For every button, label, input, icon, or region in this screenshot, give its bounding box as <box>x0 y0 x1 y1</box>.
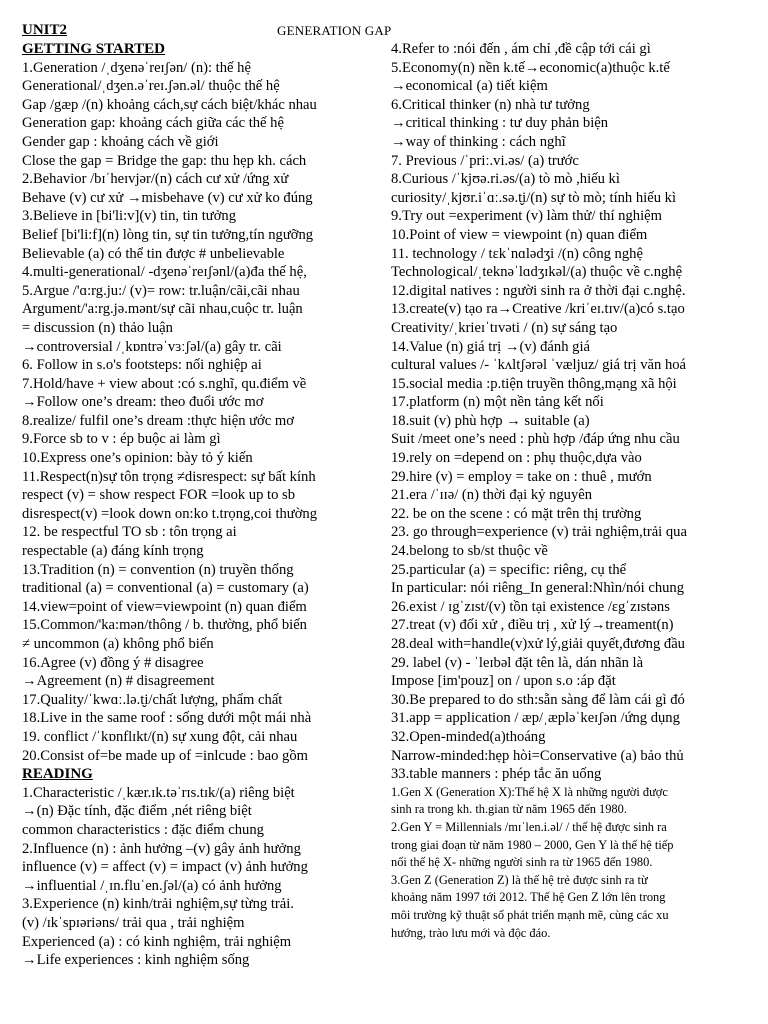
vocab-line: →economical (a) tiết kiệm <box>391 78 548 95</box>
vocab-line: 1.Generation /ˌdʒenəˈreɪʃən/ (n): thế hệ <box>22 59 251 76</box>
vocab-line: 14.Value (n) giá trị →(v) đánh giá <box>391 338 590 355</box>
vocab-line: trong giai đoạn từ năm 1980 – 2000, Gen Y là thế hệ tiếp <box>391 837 674 852</box>
vocab-line: 5.Argue /'ɑ:rg.ju:/ (v)= row: tr.luận/cãi,cãi nhau <box>22 282 300 299</box>
vocab-line: 8.realize/ fulfil one’s dream :thực hiện ước mơ <box>22 412 294 429</box>
page-title: GENERATION GAP <box>277 23 392 38</box>
vocab-line: 32.Open-minded(a)thoáng <box>391 728 546 745</box>
vocab-line: 33.table manners : phép tắc ăn uống <box>391 766 602 783</box>
vocab-line: 12. be respectful TO sb : tôn trọng ai <box>22 524 237 541</box>
vocab-line: nối thế hệ X- những người sinh ra từ 1965 đến 1980. <box>391 855 653 870</box>
vocab-line: 18.suit (v) phù hợp → suitable (a) <box>391 412 590 429</box>
vocab-line: →critical thinking : tư duy phản biện <box>391 115 609 132</box>
vocab-line: 11. technology / tɛkˈnɑlədʒi /(n) công nghệ <box>391 245 643 262</box>
vocab-line: 17.Quality/ˈkwɑː.lə.t̬i/chất lượng, phẩm chất <box>22 691 283 708</box>
vocab-line: 17.platform (n) một nền tảng kết nối <box>391 394 604 411</box>
vocab-line: 20.Consist of=be made up of =inlcude : bao gồm <box>22 747 308 764</box>
vocab-line: 1.Gen X (Generation X):Thế hệ X là những người được <box>391 784 668 799</box>
vocab-line: common characteristics : đặc điểm chung <box>22 821 264 838</box>
vocab-line: 25.particular (a) = specific: riêng, cụ thể <box>391 561 627 578</box>
vocab-line: 2.Gen Y = Millennials /mɪˈlen.i.əl/ / thế hệ được sinh ra <box>391 819 667 834</box>
vocab-line: = discussion (n) thảo luận <box>22 319 173 336</box>
vocab-line: 19. conflict /ˈkɒnflɪkt/(n) sự xung đột, cải nhau <box>22 728 298 745</box>
vocab-line: →Follow one’s dream: theo đuổi ước mơ <box>22 394 264 411</box>
vocab-line: curiosity/ˌkjʊr.iˈɑː.sə.t̬i/(n) sự tò mò; tính hiếu kì <box>391 189 676 206</box>
vocab-line: respectable (a) đáng kính trọng <box>22 543 204 560</box>
vocab-line: influence (v) = affect (v) = impact (v) ảnh hưởng <box>22 859 308 876</box>
vocab-line: khoảng năm 1997 tới 2012. Thế hệ Gen Z lớn lên trong <box>391 890 666 905</box>
vocab-line: 4.multi-generational/ -dʒenəˈreɪʃənl/(a)đa thế hệ, <box>22 264 307 281</box>
vocab-line: 15.Common/'ka:mən/thông / b. thường, phổ biến <box>22 617 307 634</box>
vocab-line: →controversial /ˌkɒntrəˈvɜːʃəl/(a) gây tr. cãi <box>22 338 282 355</box>
vocab-line: 29. label (v) - ˈleɪbəl đặt tên là, dán nhãn là <box>391 654 644 671</box>
vocab-line: →(n) Đặc tính, đặc điểm ,nét riêng biệt <box>22 803 252 820</box>
vocab-line: 6. Follow in s.o's footsteps: nối nghiệp ai <box>22 357 262 374</box>
vocab-line: Gap /gæp /(n) khoảng cách,sự cách biệt/khác nhau <box>22 96 317 113</box>
section-heading: READING <box>22 766 93 783</box>
vocab-line: Argument/'a:rg.jə.mənt/sự cãi nhau,cuộc tr. luận <box>22 301 303 318</box>
right-column <box>391 40 756 942</box>
vocab-line: hướng, trào lưu mới và độc đáo. <box>391 925 551 940</box>
vocab-line: 6.Critical thinker (n) nhà tư tưởng <box>391 96 590 113</box>
vocab-line: 21.era /ˈɪɪə/ (n) thời đại kỷ nguyên <box>391 487 593 504</box>
vocab-line: 8.Curious /ˈkjʊə.ri.əs/(a) tò mò ,hiếu kì <box>391 171 620 188</box>
vocab-line: →Agreement (n) # disagreement <box>22 673 215 690</box>
vocab-line: 1.Characteristic /ˌkær.ɪk.təˈrɪs.tɪk/(a) riêng biệt <box>22 784 295 801</box>
vocab-line: Belief [bi'li:f](n) lòng tin, sự tin tưởng,tín ngưỡng <box>22 226 314 243</box>
vocab-line: Generational/ˌdʒen.əˈreɪ.ʃən.əl/ thuộc thế hệ <box>22 78 280 95</box>
vocab-line: 29.hire (v) = employ = take on : thuê , mướn <box>391 468 652 485</box>
vocab-line: 28.deal with=handle(v)xử lý,giải quyết,đương đầu <box>391 636 685 652</box>
vocab-line: Narrow-minded:hẹp hòi=Conservative (a) bảo thủ <box>391 747 684 764</box>
vocab-line: Generation gap: khoảng cách giữa các thế hệ <box>22 115 284 132</box>
vocab-line: 9.Force sb to v : ép buộc ai làm gì <box>22 431 221 448</box>
vocab-line: 15.social media :p.tiện truyền thông,mạng xã hội <box>391 375 677 392</box>
vocab-line: 13.create(v) tạo ra→Creative /kriˈeɪ.tɪv/(a)có s.tạo <box>391 301 685 318</box>
vocab-line: Creativity/ˌkrieɪˈtɪvəti / (n) sự sáng tạo <box>391 319 618 336</box>
page-header <box>22 21 752 41</box>
vocab-line: 9.Try out =experiment (v) làm thử/ thí nghiệm <box>391 208 662 225</box>
section-heading: GETTING STARTED <box>22 41 165 57</box>
vocab-line: 2.Behavior /bɪˈheɪvjər/(n) cách cư xử /ứng xử <box>22 171 289 188</box>
vocab-line: sinh ra trong kh. th.gian từ năm 1965 đến 1980. <box>391 802 627 817</box>
vocab-line: 11.Respect(n)sự tôn trọng ≠disrespect: sự bất kính <box>22 468 316 485</box>
vocab-line: 5.Economy(n) nền k.tế→economic(a)thuộc k.tế <box>391 59 670 76</box>
vocab-line: 31.app = application / æp/ˌæpləˈkeɪʃən /ứng dụng <box>391 710 680 727</box>
vocab-line: Behave (v) cư xử →misbehave (v) cư xử ko đúng <box>22 189 313 206</box>
vocab-line: 23. go through=experience (v) trải nghiệm,trải qua <box>391 524 687 541</box>
vocab-line: 10.Point of view = viewpoint (n) quan điểm <box>391 226 648 243</box>
vocab-line: 10.Express one’s opinion: bày tỏ ý kiến <box>22 450 253 467</box>
vocab-line: Gender gap : khoảng cách về giới <box>22 133 219 150</box>
vocab-line: 3.Believe in [bi'li:v](v) tin, tin tưởng <box>22 208 237 225</box>
vocab-line: môi trường kỹ thuật số phát triển mạnh mẽ, cùng các xu <box>391 907 669 922</box>
vocab-line: Close the gap = Bridge the gap: thu hẹp kh. cách <box>22 152 307 169</box>
vocab-line: 27.treat (v) đối xử , điều trị , xử lý→treament(n) <box>391 617 674 634</box>
vocab-line: (v) /ɪkˈspɪəriəns/ trải qua , trải nghiệm <box>22 914 245 931</box>
vocab-line: 13.Tradition (n) = convention (n) truyền thống <box>22 561 294 578</box>
vocab-line: 7. Previous /ˈpriː.vi.əs/ (a) trước <box>391 152 579 169</box>
vocab-line: 2.Influence (n) : ảnh hưởng –(v) gây ảnh hưởng <box>22 840 301 857</box>
vocab-line: 30.Be prepared to do sth:sẵn sàng để làm cái gì đó <box>391 691 685 708</box>
vocab-line: respect (v) = show respect FOR =look up to sb <box>22 487 296 504</box>
vocab-line: 14.view=point of view=viewpoint (n) quan điểm <box>22 598 307 615</box>
vocab-line: 24.belong to sb/st thuộc về <box>391 543 548 560</box>
vocab-line: Impose [im'pouz] on / upon s.o :áp đặt <box>391 673 616 690</box>
vocab-line: 19.rely on =depend on : phụ thuộc,dựa vào <box>391 450 642 467</box>
vocab-line: 22. be on the scene : có mặt trên thị trường <box>391 505 642 522</box>
vocab-line: Believable (a) có thể tin được # unbelievable <box>22 245 285 262</box>
vocab-line: traditional (a) = conventional (a) = customary (a) <box>22 580 309 597</box>
vocab-line: →influential /ˌɪn.fluˈen.ʃəl/(a) có ảnh hưởng <box>22 877 282 894</box>
vocab-line: 26.exist / ɪgˈzɪst/(v) tồn tại existence /ɛgˈzɪstəns <box>391 598 670 615</box>
vocab-line: 12.digital natives : người sinh ra ở thời đại c.nghệ. <box>391 282 686 299</box>
vocab-line: 18.Live in the same roof : sống dưới một mái nhà <box>22 710 312 727</box>
vocab-line: 7.Hold/have + view about :có s.nghĩ, qu.điểm về <box>22 375 307 392</box>
vocab-line: In particular: nói riêng_In general:Nhìn/nói chung <box>391 580 685 597</box>
vocab-line: ≠ uncommon (a) không phổ biến <box>22 636 214 652</box>
vocab-line: cultural values /- ˈkʌltʃərəl ˈvæljuz/ giá trị văn hoá <box>391 357 687 374</box>
left-column <box>22 40 390 970</box>
vocab-line: disrespect(v) =look down on:ko t.trọng,coi thường <box>22 505 318 522</box>
vocab-line: 3.Gen Z (Generation Z) là thế hệ trẻ được sinh ra từ <box>391 872 648 887</box>
vocab-line: 3.Experience (n) kinh/trải nghiệm,sự từng trải. <box>22 896 294 913</box>
vocab-line: 4.Refer to :nói đến , ám chỉ ,đề cập tới cái gì <box>391 41 651 57</box>
vocab-line: Experienced (a) : có kinh nghiệm, trải nghiệm <box>22 933 292 950</box>
vocab-line: →Life experiences : kinh nghiệm sống <box>22 952 250 969</box>
vocab-line: 16.Agree (v) đồng ý # disagree <box>22 654 204 671</box>
vocab-line: Technological/ˌteknəˈlɑdʒɪkəl/(a) thuộc về c.nghệ <box>391 264 683 281</box>
vocab-line: Suit /meet one’s need : phù hợp /đáp ứng nhu cầu <box>391 431 680 448</box>
vocab-line: →way of thinking : cách nghĩ <box>391 133 566 150</box>
unit-heading: UNIT2 <box>22 22 68 38</box>
